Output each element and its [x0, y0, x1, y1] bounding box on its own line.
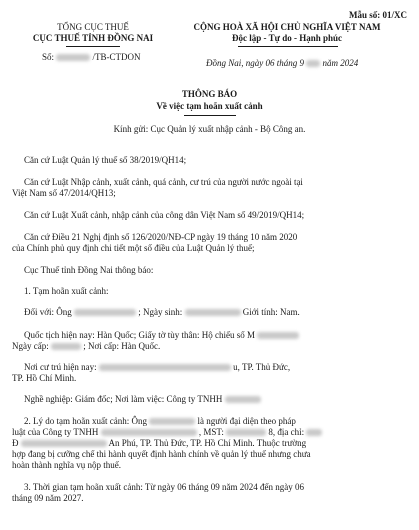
basis-entry-exit-foreigners-cont: Việt Nam số 47/2014/QH13;: [12, 188, 116, 198]
section3-line2: tháng 09 năm 2027.: [12, 493, 84, 503]
subject-prefix: Đối với: Ông: [24, 307, 72, 317]
doc-number-suffix: /TB-CTDON: [92, 52, 141, 62]
basis-decree-126: Căn cứ Điều 21 Nghị định số 126/2020/NĐ-CP ngày 19 tháng 10 năm 2020: [24, 232, 298, 242]
issue-date-redacted: [51, 343, 81, 350]
address-label: 8, địa chỉ:: [268, 427, 305, 437]
doc-number-redacted: [56, 54, 90, 61]
residence-visible: u, TP. Thủ Đức,: [233, 362, 291, 372]
document-number: [42, 52, 141, 63]
section3-line1: 3. Thời gian tạm hoãn xuất cảnh: Từ ngày 06 tháng 09 năm 2024 đến ngày 06: [24, 482, 305, 492]
basis-entry-exit-foreigners: Căn cứ Luật Nhập cảnh, xuất cảnh, quá cảnh, cư trú của người nước ngoài tại: [24, 177, 303, 187]
residence-city: TP. Hồ Chí Minh.: [12, 373, 77, 383]
notice-intro: Cục Thuế tỉnh Đồng Nai thông báo:: [24, 265, 154, 275]
section2-line5: hoàn thành nghĩa vụ nộp thuế.: [12, 460, 121, 470]
motto-underline: [238, 46, 338, 47]
birth-label: ; Ngày sinh:: [138, 307, 183, 317]
issue-date-label: Ngày cấp:: [12, 341, 49, 351]
document-title: THÔNG BÁO: [181, 89, 238, 99]
date-place: [206, 58, 358, 69]
residence-redacted: [99, 364, 231, 371]
section2-line3: [12, 438, 306, 449]
date-year: năm 2024: [322, 58, 359, 68]
subject-name-redacted: [74, 309, 136, 316]
company-redacted: [101, 429, 197, 436]
nationality-line: [24, 330, 299, 341]
document-subject: Về việc tạm hoãn xuất cảnh: [156, 101, 263, 111]
occupation-line: [24, 394, 261, 405]
country-name: CỘNG HOÀ XÃ HỘI CHỦ NGHĨA VIỆT NAM: [193, 22, 381, 32]
address-start: Đ: [12, 438, 19, 448]
tax-code-label: , MST:: [198, 427, 224, 437]
subject-underline: [184, 115, 236, 116]
doc-number-prefix: Số:: [42, 52, 55, 62]
tax-code-redacted: [226, 429, 266, 436]
residence-line: [24, 362, 290, 373]
reason-role: là người đại diện theo pháp: [197, 416, 296, 426]
rep-name-redacted: [149, 418, 195, 425]
passport-redacted: [257, 332, 299, 339]
agency-parent: TỔNG CỤC THUẾ: [57, 22, 129, 32]
address-redacted-b: [21, 440, 107, 447]
agency-name: CỤC THUẾ TỈNH ĐỒNG NAI: [32, 33, 154, 43]
residence-label: Nơi cư trú hiện nay:: [24, 362, 97, 372]
gender: Giới tính: Nam.: [242, 307, 300, 317]
section1-heading: 1. Tạm hoãn xuất cảnh:: [24, 286, 109, 296]
national-motto: Độc lập - Tự do - Hạnh phúc: [231, 33, 342, 43]
basis-entry-exit-citizens: Căn cứ Luật Xuất cảnh, nhập cảnh của công dân Việt Nam số 49/2019/QH14;: [24, 210, 305, 220]
basis-decree-126-cont: của Chính phủ quy định chi tiết một số điều của Luật Quản lý thuế;: [12, 243, 255, 253]
occupation: Nghề nghiệp: Giám đốc; Nơi làm việc: Công ty TNHH: [24, 394, 223, 404]
issue-place: ; Nơi cấp: Hàn Quốc.: [83, 341, 161, 351]
address-end: An Phú, TP. Thủ Đức, TP. Hồ Chí Minh. Thuộc trường: [108, 438, 307, 448]
employer-redacted: [225, 396, 261, 403]
nationality: Quốc tịch hiện nay: Hàn Quốc; Giấy tờ tùy thân: Hộ chiếu số M: [24, 330, 255, 340]
address-redacted-a: [306, 429, 322, 436]
recipient-line: Kính gửi: Cục Quản lý xuất nhập cảnh - Bộ Công an.: [113, 124, 306, 134]
reason-label: 2. Lý do tạm hoãn xuất cảnh: Ông: [24, 416, 147, 426]
issue-line: [12, 341, 160, 352]
form-number: Mẫu số: 01/XC: [349, 10, 407, 20]
section2-line2: [12, 427, 322, 438]
company-prefix: luật của Công ty TNHH: [12, 427, 99, 437]
subject-person: [24, 307, 300, 318]
birth-redacted: [185, 309, 241, 316]
date-text: Đồng Nai, ngày 06 tháng 9: [206, 58, 304, 68]
section2-line1: [24, 416, 296, 427]
basis-tax-law: Căn cứ Luật Quản lý thuế số 38/2019/QH14;: [24, 155, 187, 165]
date-redacted: [306, 60, 320, 67]
agency-underline: [66, 46, 120, 47]
section2-line4: hợp đang bị cưỡng chế thi hành quyết định hành chính về quản lý thuế nhưng chưa: [12, 449, 311, 459]
